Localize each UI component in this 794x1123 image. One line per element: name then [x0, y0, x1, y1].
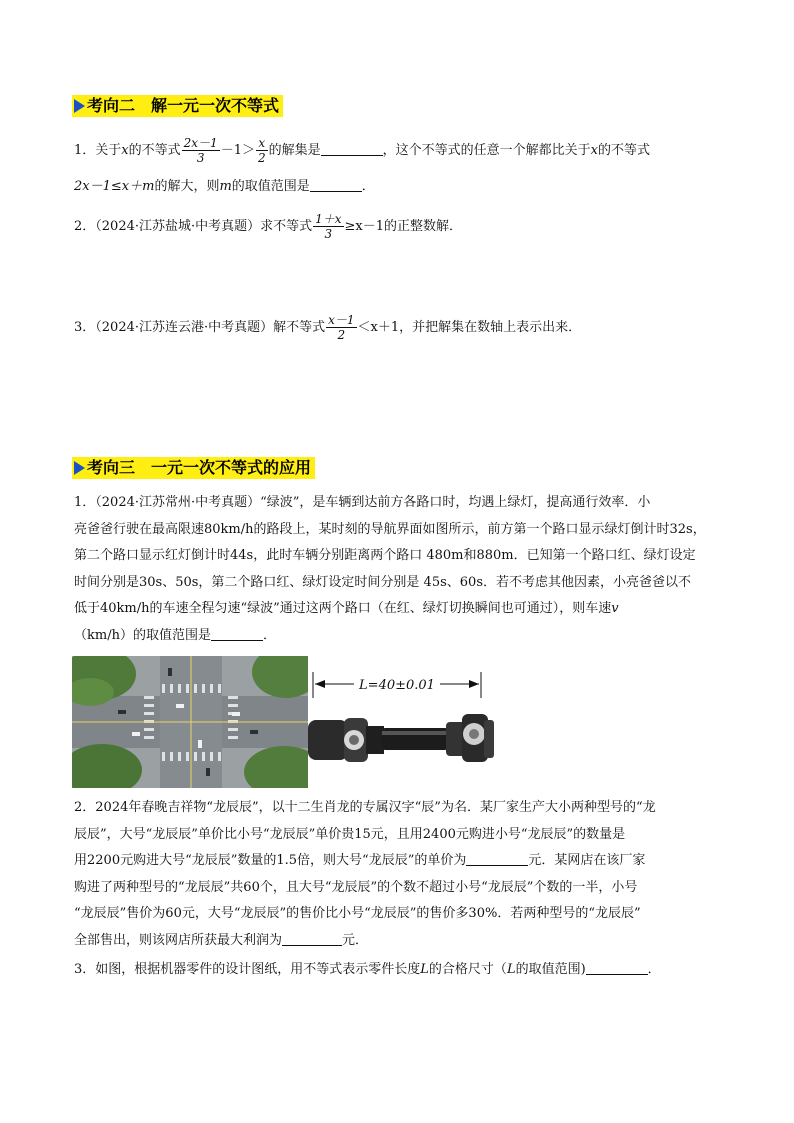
section2-heading-text: 解一元一次不等式 — [151, 96, 280, 115]
s2-q1-operator: －1＞ — [220, 143, 255, 158]
s3-q1-line: 时间分别是30s、50s，第二个路口红、绿灯设定时间分别是 45s、60s．若不考虑其他因素，小亮爸爸以不 — [74, 574, 691, 590]
var-x: x — [590, 143, 598, 158]
intersection-aerial-image — [72, 656, 308, 788]
fraction-numerator: 2x－1 — [183, 136, 218, 150]
var-L: L — [506, 962, 516, 977]
fraction-numerator: x－1 — [328, 313, 355, 327]
drive-shaft-figure — [308, 668, 508, 786]
period: ． — [647, 962, 661, 977]
s3-q3 — [74, 961, 661, 979]
period: ． — [262, 627, 276, 643]
answer-blank[interactable] — [321, 142, 383, 156]
period: ． — [361, 179, 375, 194]
fraction-denominator: 3 — [196, 151, 205, 165]
s2-q3 — [74, 313, 581, 342]
var-L: L — [420, 962, 429, 977]
answer-blank[interactable] — [310, 178, 362, 192]
section2-heading-number: 考向二 — [87, 96, 136, 115]
s2-q1-text: 的解大，则 — [154, 179, 220, 194]
s3-q2-line: “龙辰辰”售价为60元，大号“龙辰辰”的售价比小号“龙辰辰”的售价多30%．若两种型号的“龙辰辰” — [74, 906, 641, 921]
var-v: v — [611, 601, 619, 616]
s3-q3-text: 3．如图，根据机器零件的设计图纸，用不等式表示零件长度 — [74, 962, 421, 977]
fraction — [256, 136, 268, 165]
fraction-denominator: 2 — [337, 328, 346, 342]
s2-q3-text: 3．（2024·江苏连云港·中考真题）解不等式 — [74, 320, 326, 335]
s3-q2-text: 全部售出，则该网店所获最大利润为 — [74, 932, 283, 948]
s2-q2-text: ≥x－1的正整数解． — [344, 219, 463, 234]
s3-q1-line: 第二个路口显示红灯倒计时44s，此时车辆分别距离两个路口 480m和880m．已知第一个路口红、绿灯设定 — [74, 548, 696, 563]
s2-q1-text: 的不等式 — [597, 143, 650, 158]
answer-blank[interactable] — [466, 852, 528, 866]
s3-q1 — [74, 490, 724, 649]
s3-q1-line: 亮爸爸行驶在最高限速80km/h的路段上，某时刻的导航界面如图所示，前方第一个路口显示绿灯倒计时32s， — [74, 521, 706, 537]
s3-q2-text: 元．某网店在该厂家 — [528, 853, 646, 868]
s3-q1-text: 低于40km/h的车速全程匀速“绿波”通过这两个路口（在红、绿灯切换瞬间也可通过），则车速 — [74, 601, 612, 616]
fraction — [313, 212, 343, 241]
var-x: x — [121, 143, 129, 158]
s2-q1-text: 的解集是 — [268, 143, 321, 158]
s3-q2-line: 2．2024年春晚吉祥物“龙辰辰”，以十二生肖龙的专属汉字“辰”为名．某厂家生产大小两种型号的“龙 — [74, 800, 656, 815]
s3-q2-line: 辰辰”，大号“龙辰辰”单价比小号“龙辰辰”单价贵15元，且用2400元购进小号“龙辰辰”的数量是 — [74, 826, 626, 842]
s2-q1-number: 1．关于 — [74, 143, 122, 158]
s3-q2-text: 用2200元购进大号“龙辰辰”数量的1.5倍，则大号“龙辰辰”的单价为 — [74, 853, 467, 868]
s2-q1-line2 — [74, 178, 375, 196]
s3-q2 — [74, 795, 724, 954]
s3-q2-line — [74, 848, 724, 875]
s3-q3-text: 的取值范围) — [515, 962, 586, 977]
s3-q2-text: 元． — [342, 932, 369, 948]
s2-q1-text: 的取值范围是 — [231, 179, 310, 194]
fraction-numerator: x — [256, 136, 268, 151]
fraction — [326, 313, 356, 342]
play-triangle-icon — [74, 99, 85, 113]
s2-q1-text: 的不等式 — [128, 143, 181, 158]
fraction-denominator: 3 — [324, 227, 333, 241]
s3-q1-line: 1．（2024·江苏常州·中考真题）“绿波”，是车辆到达前方各路口时，均遇上绿灯，提高通行效率．小 — [74, 495, 651, 510]
play-triangle-icon — [74, 461, 85, 475]
s2-q3-text: ＜x＋1，并把解集在数轴上表示出来． — [357, 320, 582, 335]
dimension-label: L=40±0.01 — [359, 678, 435, 693]
section2-heading — [72, 95, 283, 117]
s2-q1-line1 — [74, 136, 650, 165]
fraction — [182, 136, 220, 165]
fraction-denominator: 2 — [257, 151, 266, 165]
section3-heading-number: 考向三 — [87, 458, 136, 477]
inequality-expression: 2x－1≤x＋m — [74, 179, 155, 194]
s3-q2-line — [74, 928, 724, 955]
section3-heading — [72, 457, 315, 479]
s3-q2-line: 购进了两种型号的“龙辰辰”共60个，且大号“龙辰辰”的个数不超过小号“龙辰辰”个数的一半，小号 — [74, 879, 638, 895]
var-m: m — [219, 179, 232, 194]
s3-q1-line — [74, 623, 724, 650]
s2-q1-text: ，这个不等式的任意一个解都比关于 — [382, 143, 591, 158]
answer-blank[interactable] — [282, 932, 342, 946]
s2-q2 — [74, 212, 462, 241]
section3-heading-text: 一元一次不等式的应用 — [151, 458, 312, 477]
s3-q3-text: 的合格尺寸（ — [428, 962, 507, 977]
answer-blank[interactable] — [586, 961, 648, 975]
s3-q1-line — [74, 596, 724, 623]
fraction-numerator: 1＋x — [315, 212, 342, 226]
s3-q1-text: （km/h）的取值范围是 — [74, 627, 211, 643]
answer-blank[interactable] — [211, 627, 263, 641]
s2-q2-text: 2．（2024·江苏盐城·中考真题）求不等式 — [74, 219, 313, 234]
